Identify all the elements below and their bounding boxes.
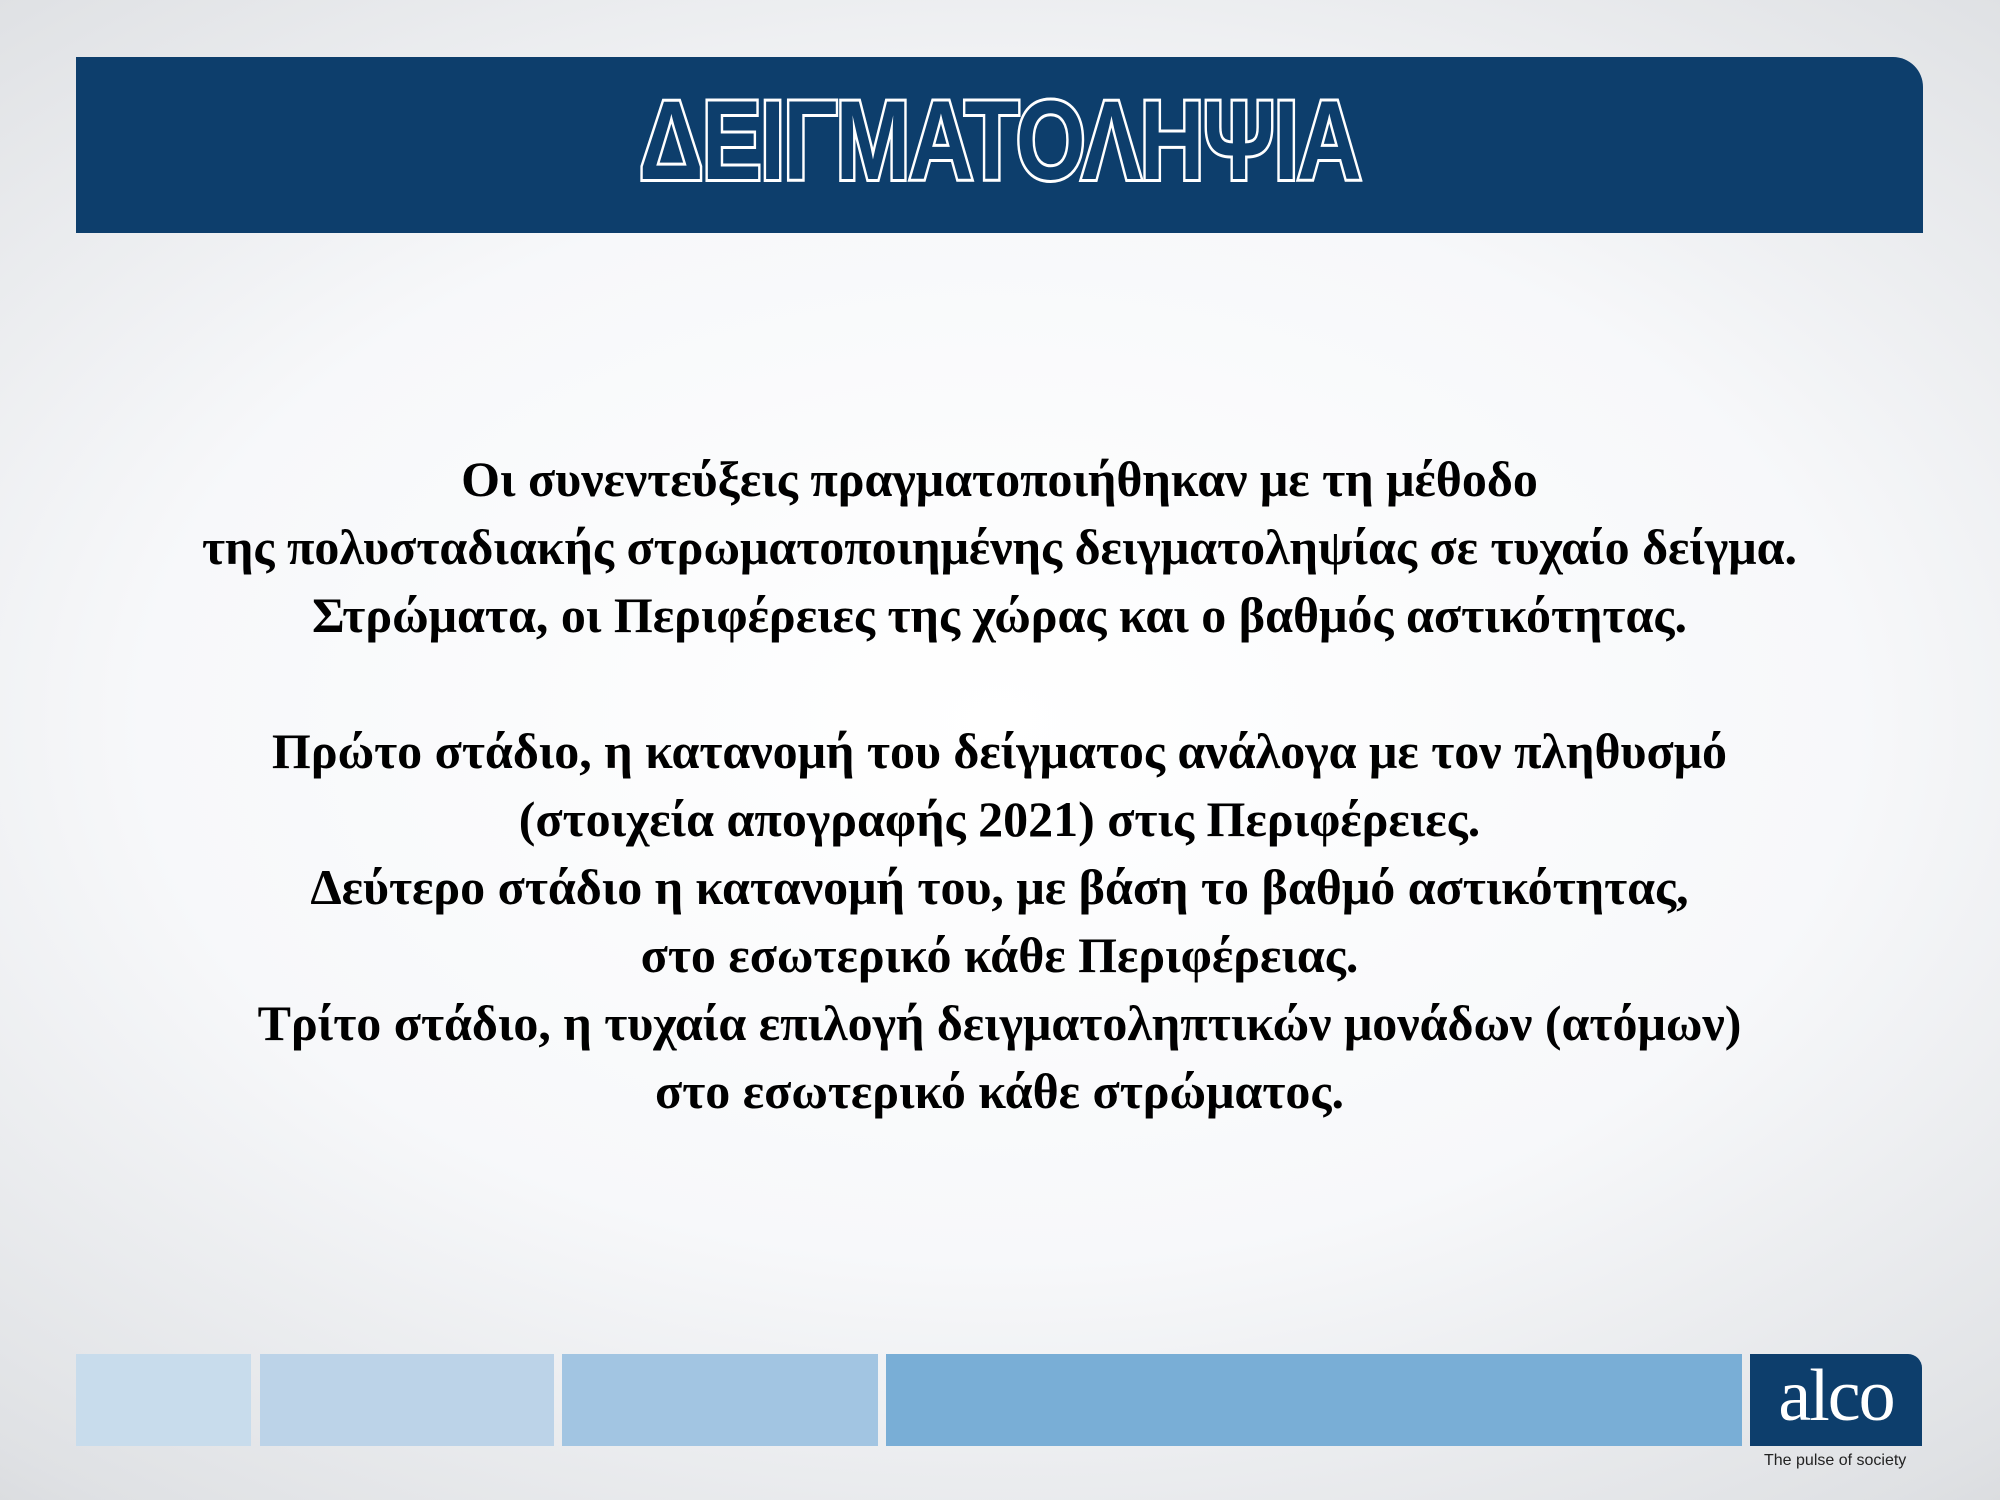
footer-decor-block-1 <box>76 1354 251 1446</box>
footer-decor-block-2 <box>260 1354 554 1446</box>
text-line: Τρίτο στάδιο, η τυχαία επιλογή δειγματοληπτικών μονάδων (ατόμων) <box>257 995 1742 1051</box>
text-line: Πρώτο στάδιο, η κατανομή του δείγματος ανάλογα με τον πληθυσμό <box>271 723 1728 779</box>
text-line: Στρώματα, οι Περιφέρειες της χώρας και ο βαθμός αστικότητας. <box>312 587 1687 643</box>
logo-text: alco <box>1778 1355 1894 1437</box>
footer-decor-block-3 <box>562 1354 878 1446</box>
text-line: στο εσωτερικό κάθε στρώματος. <box>655 1063 1344 1119</box>
logo-tagline: The pulse of society <box>1764 1452 1907 1469</box>
alco-logo <box>1750 1354 1922 1446</box>
footer-decor-block-4 <box>886 1354 1742 1446</box>
text-line: (στοιχεία απογραφής 2021) στις Περιφέρειες. <box>518 791 1481 847</box>
text-line: στο εσωτερικό κάθε Περιφέρειας. <box>640 927 1359 983</box>
text-line: της πολυσταδιακής στρωματοποιημένης δειγματοληψίας σε τυχαίο δείγμα. <box>201 519 1798 575</box>
page-title: ΔΕΙΓΜΑΤΟΛΗΨΙΑ <box>638 78 1360 203</box>
methodology-text <box>76 445 1923 1125</box>
text-line: Δεύτερο στάδιο η κατανομή του, με βάση το βαθμό αστικότητας, <box>310 859 1689 915</box>
header-banner <box>76 57 1923 233</box>
text-line: Οι συνεντεύξεις πραγματοποιήθηκαν με τη μέθοδο <box>461 451 1538 507</box>
paragraph-spacer <box>76 649 1923 717</box>
